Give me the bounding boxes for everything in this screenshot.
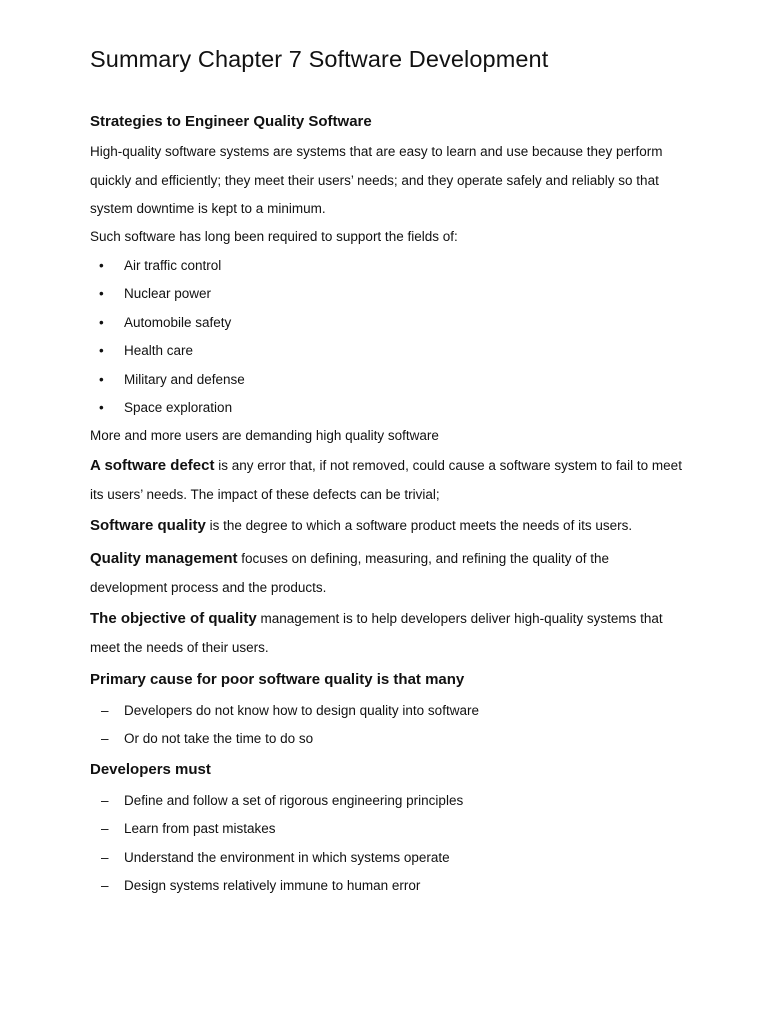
list-item: Nuclear power [124, 286, 212, 301]
document-title: Summary Chapter 7 Software Development [90, 46, 549, 72]
list-item: Military and defense [124, 372, 245, 387]
dash-marker: – [101, 821, 109, 836]
list-item: Air traffic control [124, 258, 222, 273]
list-item: Health care [124, 343, 194, 358]
list-item: Or do not take the time to do so [124, 731, 314, 746]
quality-text: is the degree to which a software product meets the needs of its users. [205, 518, 633, 533]
list-item: Space exploration [124, 400, 233, 415]
bullet-marker: • [99, 286, 104, 301]
defect-paragraph [90, 452, 690, 509]
intro-paragraph: High-quality software systems are systems that are easy to learn and use because they perform quickly and efficiently; they meet their users’ needs; and they operate safely and reliably so that system downtime is kept to a minimum. [90, 144, 663, 216]
list-item: Learn from past mistakes [124, 821, 276, 836]
cause-heading: Primary cause for poor software quality is that many [90, 671, 465, 688]
list-item: Define and follow a set of rigorous engineering principles [124, 793, 464, 808]
list-item: Automobile safety [124, 315, 232, 330]
list-item: Design systems relatively immune to human error [124, 878, 421, 893]
dash-marker: – [101, 793, 109, 808]
dash-marker: – [101, 703, 109, 718]
section-heading: Strategies to Engineer Quality Software [90, 113, 372, 130]
objective-text: management is to help developers deliver high-quality systems that meet the needs of their users. [90, 611, 663, 655]
objective-paragraph [90, 605, 690, 662]
quality-term: Software quality [90, 517, 206, 534]
bullet-marker: • [99, 258, 104, 273]
bullet-marker: • [99, 372, 104, 387]
demand-paragraph: More and more users are demanding high quality software [90, 428, 439, 443]
list-item: Developers do not know how to design quality into software [124, 703, 479, 718]
list-item: Understand the environment in which systems operate [124, 850, 450, 865]
must-heading: Developers must [90, 761, 211, 778]
management-text: focuses on defining, measuring, and refining the quality of the development process and the products. [90, 551, 610, 595]
defect-term: A software defect [90, 457, 215, 474]
bullet-marker: • [99, 315, 104, 330]
fields-intro: Such software has long been required to support the fields of: [90, 229, 458, 244]
management-paragraph [90, 545, 690, 602]
bullet-marker: • [99, 400, 104, 415]
defect-text: is any error that, if not removed, could cause a software system to fail to meet its users’ needs. The impact of these defects can be trivial; [90, 458, 682, 502]
dash-marker: – [101, 731, 109, 746]
quality-paragraph [90, 512, 690, 541]
bullet-marker: • [99, 343, 104, 358]
objective-term: The objective of quality [90, 610, 257, 627]
dash-marker: – [101, 850, 109, 865]
dash-marker: – [101, 878, 109, 893]
management-term: Quality management [90, 550, 238, 567]
